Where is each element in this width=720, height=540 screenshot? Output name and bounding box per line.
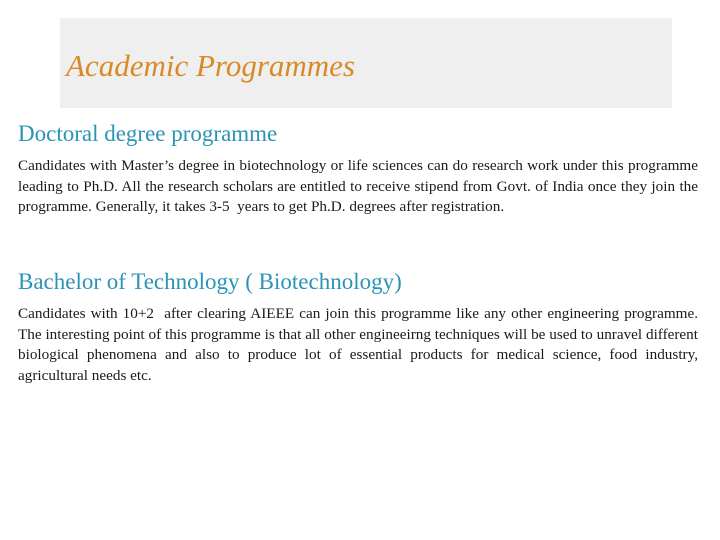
title-banner <box>60 18 672 108</box>
section-heading: Bachelor of Technology ( Biotechnology) <box>18 269 402 294</box>
section-paragraph: Candidates with Master’s degree in biotechnology or life sciences can do research work under this programme leading to Ph.D. All the research scholars are entitled to receive stipend from Govt. of India once they join the programme. Generally, it takes 3-5 years to get Ph.D. degrees after registration. <box>18 157 702 215</box>
section-btech-programme <box>18 268 702 386</box>
section-doctoral-programme <box>18 120 702 218</box>
section-paragraph: Candidates with 10+2 after clearing AIEEE can join this programme like any other engineering programme. The interesting point of this programme is that all other engineeirng techniques will be used to unravel different biological phenomena and also to produce lot of essential products for medical science, food industry, agricultural needs etc. <box>18 305 702 384</box>
section-heading: Doctoral degree programme <box>18 121 278 146</box>
page-title: Academic Programmes <box>66 48 355 83</box>
